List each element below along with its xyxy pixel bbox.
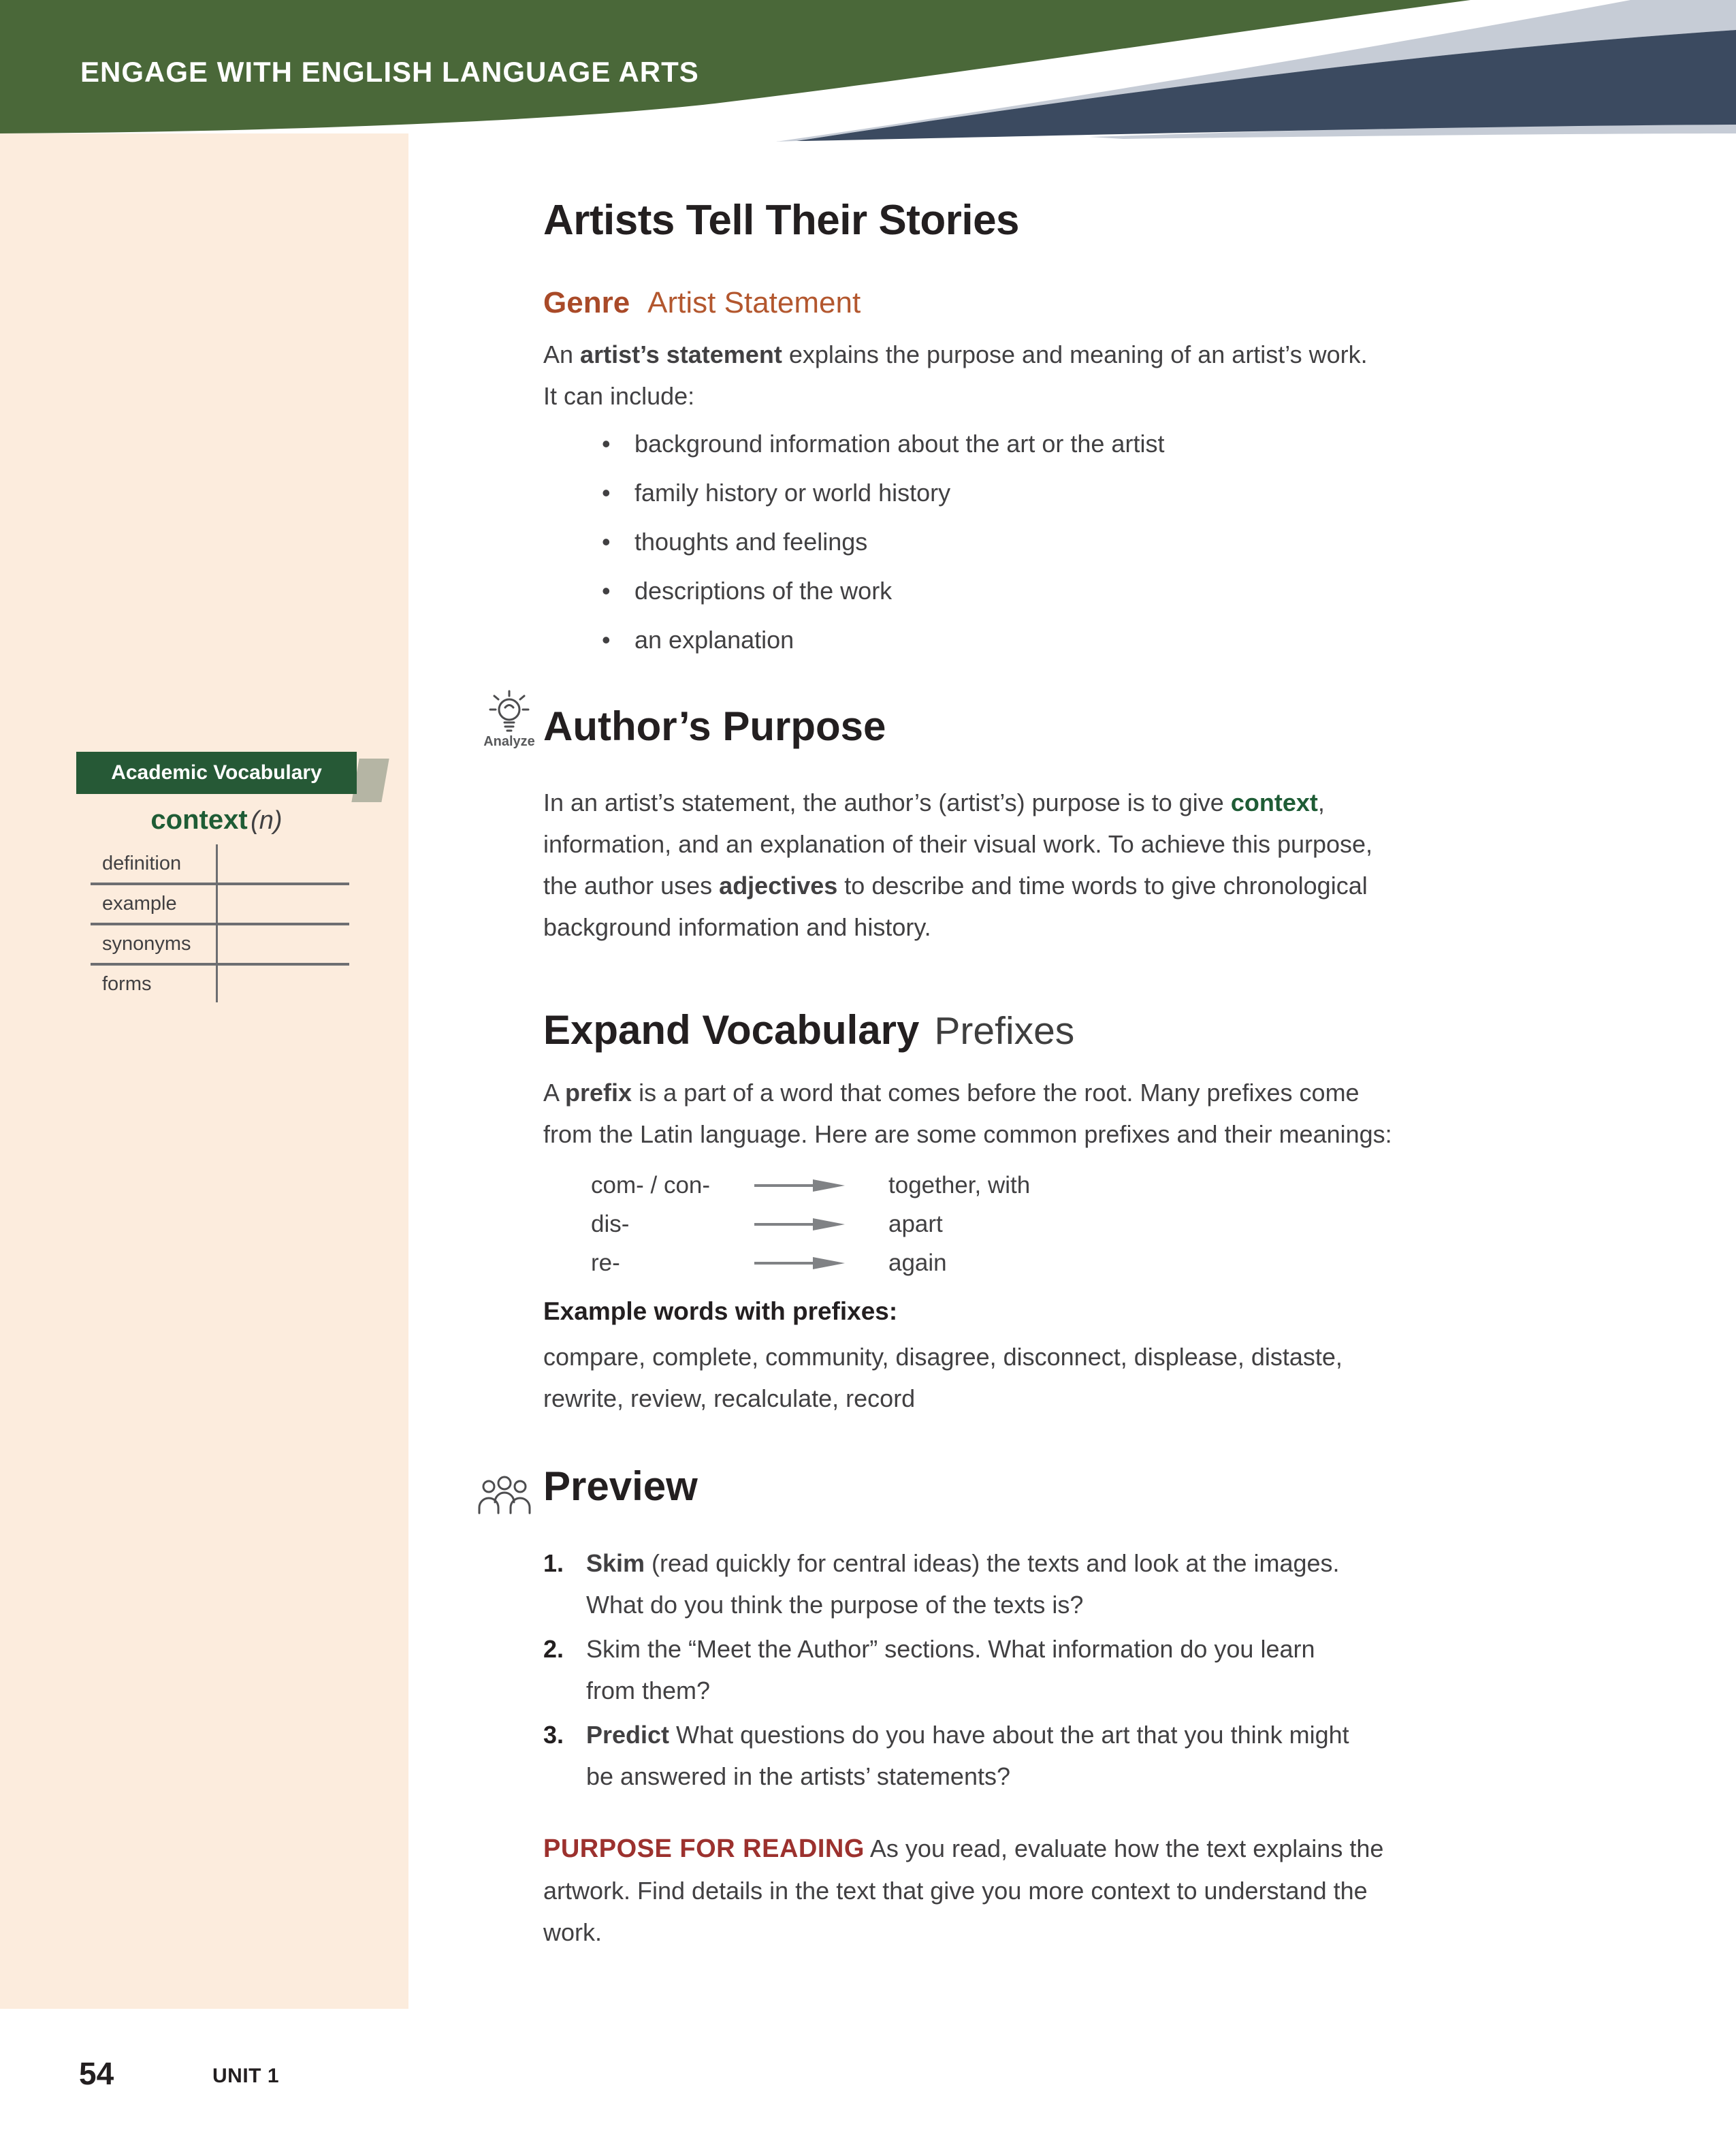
item1-line-1 — [586, 1542, 1340, 1584]
purpose-line1-pre: In an artist’s statement, the author’s (artist’s) purpose is to give — [543, 789, 1231, 816]
purpose-line-4: background information and history. — [543, 913, 931, 941]
vocab-row-forms: forms — [102, 973, 152, 995]
arrow-right-icon — [754, 1179, 846, 1192]
header-banner-title: ENGAGE WITH ENGLISH LANGUAGE ARTS — [80, 56, 699, 88]
purpose-line3-pre: the author uses — [543, 872, 720, 900]
item2-line1-text: Skim the “Meet the Author” sections. What information do you learn — [586, 1635, 1315, 1663]
list-item — [543, 1714, 1349, 1797]
preview-icon-block — [475, 1475, 534, 1514]
pfr-line-1 — [543, 1828, 1383, 1870]
item1-line1-text: (read quickly for central ideas) the texts and look at the images. — [645, 1549, 1340, 1577]
list-number: 1. — [543, 1549, 564, 1577]
example-words-line-2: rewrite, review, recalculate, record — [543, 1384, 916, 1412]
example-words-line-1: compare, complete, community, disagree, disconnect, displease, distaste, — [543, 1343, 1343, 1371]
intro-line1-bold: artist’s statement — [580, 340, 782, 368]
keyword-context: context — [1230, 789, 1318, 816]
genre-line — [543, 286, 861, 320]
item3-line1-text: What questions do you have about the art that you think might — [669, 1721, 1349, 1749]
item2-line-2: from them? — [586, 1677, 711, 1704]
list-item — [602, 478, 1164, 508]
keyword-prefix: prefix — [565, 1079, 632, 1107]
bullet-dot-icon — [602, 625, 634, 655]
expand-vocabulary-paragraph — [543, 1072, 1392, 1155]
list-item — [602, 429, 1164, 459]
list-item — [543, 1542, 1349, 1625]
purpose-line-1 — [543, 782, 1372, 823]
intro-paragraph — [543, 334, 1368, 417]
genre-label: Genre — [543, 286, 630, 319]
list-item-text — [586, 1714, 1349, 1797]
authors-purpose-heading: Author’s Purpose — [543, 703, 886, 749]
vocab-row-definition: definition — [102, 853, 182, 874]
list-item — [543, 1628, 1349, 1711]
expand-vocabulary-heading-subtitle: Prefixes — [934, 1009, 1075, 1053]
academic-vocabulary-banner: Academic Vocabulary — [76, 752, 357, 794]
bullet-dot-icon — [602, 576, 634, 606]
meaning-cell: together, with — [888, 1171, 1031, 1198]
unit-label: UNIT 1 — [212, 2065, 280, 2087]
purpose-line3-post: to describe and time words to give chronological — [837, 872, 1368, 900]
meaning-cell: apart — [888, 1210, 943, 1237]
list-item-text — [586, 1542, 1340, 1625]
purpose-line-3 — [543, 865, 1372, 906]
item2-line-1 — [586, 1628, 1315, 1670]
list-number: 3. — [543, 1721, 564, 1749]
intro-bullet-list — [602, 429, 1164, 674]
page-number: 54 — [79, 2056, 114, 2091]
vocab-table-line-2 — [91, 923, 349, 925]
vocab-table-line-3 — [91, 963, 349, 966]
page-title: Artists Tell Their Stories — [543, 197, 1020, 244]
preview-numbered-list — [543, 1542, 1349, 1800]
example-words-list — [543, 1336, 1343, 1419]
bullet-dot-icon — [602, 527, 634, 557]
vocabulary-word: context — [150, 805, 248, 835]
table-row — [591, 1166, 1030, 1205]
expand-line-2: from the Latin language. Here are some common prefixes and their meanings: — [543, 1120, 1392, 1148]
bullet-text: descriptions of the work — [634, 577, 893, 605]
prefix-cell: com- / con- — [591, 1171, 711, 1198]
bullet-text: family history or world history — [634, 479, 951, 507]
vocabulary-word-line — [76, 805, 357, 836]
intro-line1-post: explains the purpose and meaning of an artist’s work. — [782, 340, 1368, 368]
purpose-line1-post: , — [1317, 789, 1325, 816]
genre-value: Artist Statement — [647, 286, 861, 319]
item3-line-2: be answered in the artists’ statements? — [586, 1762, 1010, 1790]
list-item — [602, 527, 1164, 557]
table-row — [591, 1205, 1030, 1243]
analyze-lightbulb-icon — [481, 689, 538, 733]
example-words-heading: Example words with prefixes: — [543, 1297, 898, 1325]
bullet-text: background information about the art or the artist — [634, 430, 1165, 458]
keyword-adjectives: adjectives — [719, 872, 838, 900]
sidebar-panel — [0, 133, 408, 2009]
expand-line1-pre: A — [543, 1079, 566, 1107]
prefix-cell: re- — [591, 1249, 620, 1276]
authors-purpose-paragraph — [543, 782, 1372, 948]
item1-line-2: What do you think the purpose of the texts is? — [586, 1591, 1084, 1619]
pfr-line-3: work. — [543, 1918, 602, 1946]
meaning-cell: again — [888, 1249, 947, 1276]
expand-line1-post: is a part of a word that comes before the root. Many prefixes come — [632, 1079, 1360, 1107]
intro-line-1 — [543, 334, 1368, 375]
expand-line-1 — [543, 1072, 1392, 1113]
bullet-dot-icon — [602, 478, 634, 508]
prefix-table — [591, 1166, 1030, 1282]
list-item — [602, 576, 1164, 606]
people-group-icon — [475, 1475, 534, 1514]
list-item-text — [586, 1628, 1315, 1711]
expand-vocabulary-heading — [543, 1006, 1074, 1053]
preview-heading: Preview — [543, 1463, 698, 1509]
bullet-dot-icon — [602, 429, 634, 459]
arrow-right-icon — [754, 1256, 846, 1270]
arrow-right-icon — [754, 1218, 846, 1231]
prefix-cell: dis- — [591, 1210, 630, 1237]
intro-line1-pre: An — [543, 340, 581, 368]
keyword-skim: Skim — [586, 1549, 645, 1577]
analyze-icon-label: Analyze — [483, 734, 535, 749]
purpose-line-2: information, and an explanation of their visual work. To achieve this purpose, — [543, 830, 1373, 858]
bullet-text: thoughts and feelings — [634, 528, 868, 556]
item3-line-1 — [586, 1714, 1349, 1755]
keyword-predict: Predict — [586, 1721, 670, 1749]
intro-line-2: It can include: — [543, 382, 695, 410]
pfr-line-2: artwork. Find details in the text that give you more context to understand the — [543, 1877, 1368, 1905]
expand-vocabulary-heading-bold: Expand Vocabulary — [543, 1007, 920, 1053]
list-item — [602, 625, 1164, 655]
vocab-row-example: example — [102, 893, 177, 915]
vocab-table-line-1 — [91, 883, 349, 885]
analyze-icon-block — [481, 689, 538, 750]
purpose-for-reading-label: PURPOSE FOR READING — [543, 1834, 865, 1863]
part-of-speech-value: (n) — [251, 806, 283, 835]
bullet-text: an explanation — [634, 626, 794, 654]
purpose-for-reading-paragraph — [543, 1828, 1383, 1953]
pfr-line1-text: As you read, evaluate how the text explains the — [864, 1834, 1384, 1862]
table-row — [591, 1243, 1030, 1282]
list-number: 2. — [543, 1635, 564, 1663]
vocab-row-synonyms: synonyms — [102, 933, 191, 955]
